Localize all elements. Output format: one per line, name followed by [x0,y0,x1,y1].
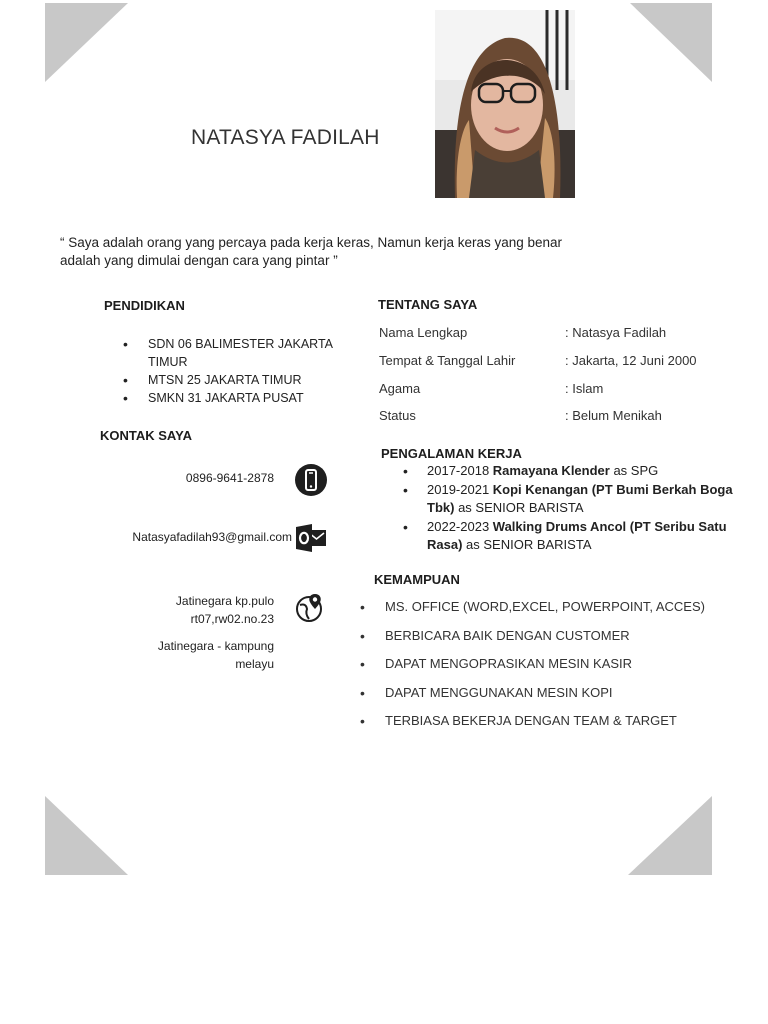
corner-triangle-bottom-left [45,796,128,875]
about-label-status: Status [379,408,416,423]
about-heading: TENTANG SAYA [378,297,478,312]
list-item: • TERBIASA BEKERJA DENGAN TEAM & TARGET [360,712,740,741]
experience-role: as SENIOR BARISTA [462,537,592,552]
about-value-birth: : Jakarta, 12 Juni 2000 [565,353,697,368]
education-heading: PENDIDIKAN [104,298,185,313]
area [120,637,274,673]
corner-triangle-bottom-right [628,796,712,875]
experience-place: Ramayana Klender [492,463,610,478]
address-line-1: Jatinegara kp.pulo [175,594,274,608]
list-item: • SDN 06 BALIMESTER JAKARTA TIMUR [123,335,353,371]
about-label-birth: Tempat & Tanggal Lahir [379,353,516,368]
location-globe-icon [294,592,326,624]
address [120,592,274,628]
experience-years: 2017-2018 [427,463,493,478]
about-value-full-name: : Natasya Fadilah [565,325,667,340]
about-value-religion: : Islam [565,381,604,396]
list-item: • MS. OFFICE (WORD,EXCEL, POWERPOINT, ACCES) [360,598,740,627]
experience-place: Walking Drums Ancol (PT Seribu Satu Rasa) [427,519,727,552]
outlook-mail-icon [295,523,327,553]
list-item: • SMKN 31 JAKARTA PUSAT [123,389,353,407]
experience-years: 2019-2021 [427,482,493,497]
skills-heading: KEMAMPUAN [374,572,460,587]
phone-icon [295,464,327,496]
experience-list [403,462,748,555]
area-line-2: melayu [235,657,274,671]
phone-number: 0896-9641-2878 [185,471,274,485]
about-value-status: : Belum Menikah [565,408,662,423]
education-list [123,335,353,407]
experience-place: Kopi Kenangan (PT Bumi Berkah Boga Tbk) [427,482,733,515]
profile-photo [435,10,575,198]
experience-role: as SPG [609,463,659,478]
address-line-2: rt07,rw02.no.23 [190,612,274,626]
list-item: • MTSN 25 JAKARTA TIMUR [123,371,353,389]
about-label-religion: Agama [379,381,421,396]
full-name-title: NATASYA FADILAH [191,126,380,149]
motto-quote-line-1: “ Saya adalah orang yang percaya pada kerja keras, Namun kerja keras yang benar [60,235,563,250]
email-address: Natasyafadilah93@gmail.com [132,530,292,544]
experience-heading: PENGALAMAN KERJA [381,446,522,461]
list-item: • DAPAT MENGGUNAKAN MESIN KOPI [360,684,740,713]
list-item [403,518,748,554]
about-label-full-name: Nama Lengkap [379,325,468,340]
corner-triangle-top-left [45,3,128,82]
contact-heading: KONTAK SAYA [100,428,192,443]
list-item [403,462,748,480]
skills-list [360,598,740,741]
area-line-1: Jatinegara - kampung [157,639,274,653]
motto-quote [60,234,660,270]
list-item [403,481,748,517]
experience-role: as SENIOR BARISTA [454,500,584,515]
corner-triangle-top-right [630,3,712,82]
list-item: • BERBICARA BAIK DENGAN CUSTOMER [360,627,740,656]
experience-years: 2022-2023 [427,519,493,534]
list-item: • DAPAT MENGOPRASIKAN MESIN KASIR [360,655,740,684]
motto-quote-line-2: adalah yang dimulai dengan cara yang pintar ” [60,253,338,268]
